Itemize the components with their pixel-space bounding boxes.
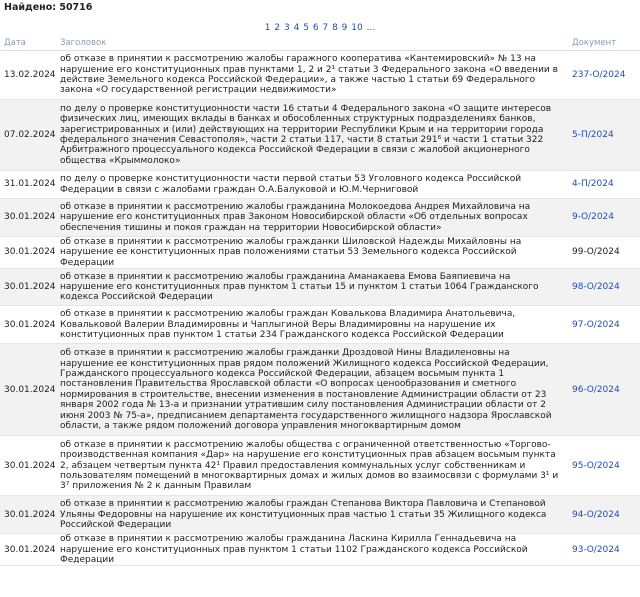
row-title[interactable]: об отказе в принятии к рассмотрению жалобы гаражного кооператива «Кантемировский» № 13 на нарушение его конституционных прав пунктами 1, 2 и 2¹ статьи 3 Федерального закона «О введении в действие Земельного кодекса Российской Федерации», а также частью 1 статьи 69 Федерального закона «О государственной регистрации недвижимости» [56, 51, 568, 100]
page-link-2[interactable]: 2 [274, 23, 281, 33]
results-count: Найдено: 50716 [4, 2, 93, 13]
page-link-7[interactable]: 7 [322, 23, 329, 33]
table-header [0, 36, 640, 51]
row-document-link[interactable]: 99-О/2024 [568, 237, 640, 269]
row-title[interactable]: по делу о проверке конституционности части первой статьи 53 Уголовного кодекса Российской Федерации в связи с жалобами граждан О.А.Балуковой и Ю.М.Черниговой [56, 171, 568, 199]
table-row[interactable] [0, 171, 640, 199]
row-date: 30.01.2024 [0, 496, 56, 534]
row-title[interactable]: об отказе в принятии к рассмотрению жалобы общества с ограниченной ответственностью «Торгово-производственная компания «Дар» на нарушение его конституционных прав абзацем восьмым пункта 2, абзацем четвертым пункта 42¹ Правил предоставления коммунальных услуг собственникам и пользователям помещений в многоквартирных домах и жилых домов во взаимосвязи с формулами 3¹ и 3⁷ приложения № 2 к данным Правилам [56, 436, 568, 496]
results-table [0, 36, 640, 566]
row-date: 30.01.2024 [0, 344, 56, 436]
row-title[interactable]: об отказе в принятии к рассмотрению жалобы гражданки Дроздовой Нины Владиленовны на нарушение ее конституционных прав рядом положений Жилищного кодекса Российской Федерации, Гражданского процессуального кодекса Российской Федерации, абзацем восьмым пункта 1 постановления Правительства Ярославской области «О вопросах ценообразования и сметного нормирования в строительстве, внесении изменения в постановление Администрации области от 23 января 2002 года № 13-а и признании утратившим силу постановления Администрации области от 2 июня 2003 № 75-а», предписанием департамента государственного жилищного надзора Ярославской области, а также рядом положений договора управления многоквартирным домом [56, 344, 568, 436]
page-link-9[interactable]: 9 [341, 23, 348, 33]
row-title[interactable]: об отказе в принятии к рассмотрению жалобы гражданина Ласкина Кирилла Геннадьевича на нарушение его конституционных прав пунктом 1 статьи 1102 Гражданского кодекса Российской Федерации [56, 534, 568, 566]
row-date: 30.01.2024 [0, 436, 56, 496]
column-header-date: Дата [0, 36, 56, 51]
page-link-more[interactable]: ... [366, 23, 376, 33]
row-document-link[interactable]: 5-П/2024 [568, 100, 640, 171]
page-link-3[interactable]: 3 [284, 23, 290, 33]
table-row[interactable] [0, 100, 640, 171]
page-link-8[interactable]: 8 [332, 23, 338, 33]
row-date: 31.01.2024 [0, 171, 56, 199]
row-date: 30.01.2024 [0, 237, 56, 269]
row-date: 30.01.2024 [0, 269, 56, 306]
row-document-link[interactable]: 9-О/2024 [568, 199, 640, 237]
page-link-10[interactable]: 10 [351, 23, 363, 33]
table-row[interactable] [0, 269, 640, 306]
page-link-4[interactable]: 4 [293, 23, 300, 33]
row-date: 13.02.2024 [0, 51, 56, 100]
table-row[interactable] [0, 344, 640, 436]
row-date: 30.01.2024 [0, 199, 56, 237]
table-row[interactable] [0, 534, 640, 566]
table-row[interactable] [0, 436, 640, 496]
row-document-link[interactable]: 98-О/2024 [568, 269, 640, 306]
row-title[interactable]: об отказе в принятии к рассмотрению жалобы граждан Ковалькова Владимира Анатольевича, Ковальковой Валерии Владимировны и Чаплыгиной Веры Владимировны на нарушение их конституционных прав пунктом 1 статьи 234 Гражданского кодекса Российской Федерации [56, 306, 568, 344]
row-date: 30.01.2024 [0, 534, 56, 566]
table-row[interactable] [0, 306, 640, 344]
row-title[interactable]: об отказе в принятии к рассмотрению жалобы граждан Степанова Виктора Павловича и Степановой Ульяны Федоровны на нарушение их конституционных прав частью 1 статьи 35 Жилищного кодекса Российской Федерации [56, 496, 568, 534]
pagination [0, 22, 640, 36]
row-title[interactable]: об отказе в принятии к рассмотрению жалобы гражданки Шиловской Надежды Михайловны на нарушение ее конституционных прав положениями статьи 53 Земельного кодекса Российской Федерации [56, 237, 568, 269]
row-date: 30.01.2024 [0, 306, 56, 344]
row-date: 07.02.2024 [0, 100, 56, 171]
row-document-link[interactable]: 97-О/2024 [568, 306, 640, 344]
row-title[interactable]: по делу о проверке конституционности части 16 статьи 4 Федерального закона «О защите интересов физических лиц, имеющих вклады в банках и обособленных структурных подразделениях банков, зарегистрированных и (или) действующих на территории Республики Крым и на территории города федерального значения Севастополя», части 2 статьи 117, части 8 статьи 291⁶ и части 1 статьи 322 Арбитражного процессуального кодекса Российской Федерации в связи с жалобой акционерного общества «Крыммолоко» [56, 100, 568, 171]
row-document-link[interactable]: 95-О/2024 [568, 436, 640, 496]
row-title[interactable]: об отказе в принятии к рассмотрению жалобы гражданина Аманакаева Емова Баяпиевича на нарушение его конституционных прав пунктом 1 статьи 15 и пунктом 1 статьи 1064 Гражданского кодекса Российской Федерации [56, 269, 568, 306]
page-link-5[interactable]: 5 [303, 23, 309, 33]
row-document-link[interactable]: 94-О/2024 [568, 496, 640, 534]
table-row[interactable] [0, 51, 640, 100]
page-link-1[interactable]: 1 [264, 23, 271, 33]
table-row[interactable] [0, 496, 640, 534]
page-link-6[interactable]: 6 [312, 23, 319, 33]
table-row[interactable] [0, 237, 640, 269]
row-document-link[interactable]: 237-О/2024 [568, 51, 640, 100]
row-title[interactable]: об отказе в принятии к рассмотрению жалобы гражданина Молокоедова Андрея Михайловича на нарушение его конституционных прав Законом Новосибирской области «Об отдельных вопросах обеспечения тишины и покоя граждан на территории Новосибирской области» [56, 199, 568, 237]
table-row[interactable] [0, 199, 640, 237]
column-header-document: Документ [568, 36, 640, 51]
row-document-link[interactable]: 93-О/2024 [568, 534, 640, 566]
row-document-link[interactable]: 4-П/2024 [568, 171, 640, 199]
row-document-link[interactable]: 96-О/2024 [568, 344, 640, 436]
column-header-title: Заголовок [56, 36, 568, 51]
